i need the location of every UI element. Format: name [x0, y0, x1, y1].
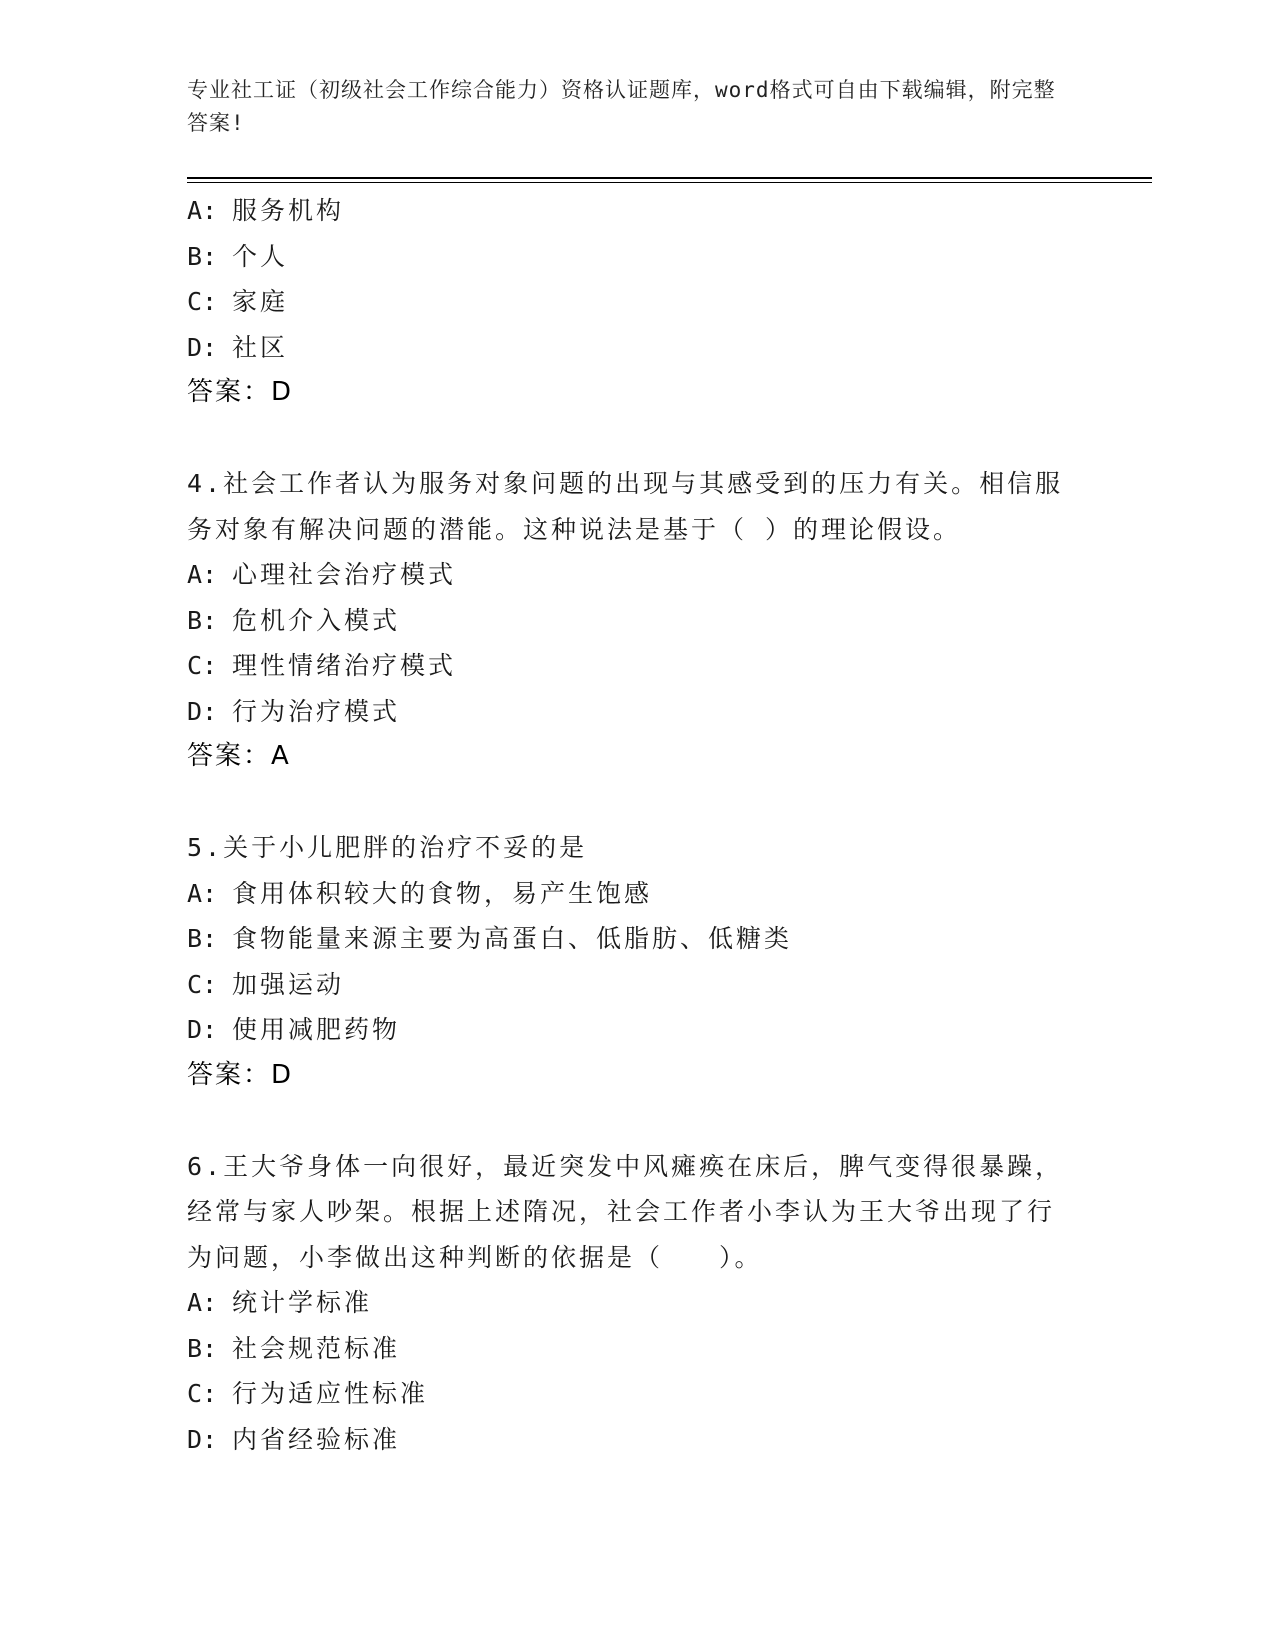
question-stem: 5.关于小儿肥胖的治疗不妥的是 [187, 833, 588, 862]
answer: 答案：D [187, 377, 294, 407]
option-c: C: 加强运动 [187, 969, 345, 999]
question-stem: 6.王大爷身体一向很好，最近突发中风瘫痪在床后，脾气变得很暴躁，经常与家人吵架。根据上述隋况，社会工作者小李认为王大爷出现了行为问题，小李做出这种判断的依据是（ ）。 [187, 1151, 1064, 1272]
option-a: A: 服务机构 [187, 196, 345, 225]
option-b: B: 个人 [187, 241, 289, 271]
header-title: 专业社工证（初级社会工作综合能力）资格认证题库，word格式可自由下载编辑，附完整答案! [187, 78, 1056, 135]
document-header [187, 74, 1067, 140]
option-a: A: 统计学标准 [187, 1288, 373, 1317]
option-d: D: 社区 [187, 332, 289, 362]
question-block [187, 461, 1067, 780]
header-divider-thick [187, 177, 1152, 179]
option-a: A: 食用体积较大的食物，易产生饱感 [187, 878, 653, 908]
option-d: D: 使用减肥药物 [187, 1015, 401, 1044]
option-a: A: 心理社会治疗模式 [187, 560, 457, 589]
question-block [187, 1144, 1067, 1463]
answer: 答案：D [187, 1059, 294, 1090]
question-block [187, 188, 1067, 416]
option-b: B: 食物能量来源主要为高蛋白、低脂肪、低糖类 [187, 924, 793, 953]
question-block [187, 825, 1067, 1098]
option-d: D: 内省经验标准 [187, 1424, 401, 1454]
answer: 答案：A [187, 741, 291, 771]
header-divider-thin [187, 182, 1152, 183]
option-c: C: 理性情绪治疗模式 [187, 651, 457, 680]
option-c: C: 家庭 [187, 287, 289, 316]
option-b: B: 社会规范标准 [187, 1333, 401, 1363]
option-d: D: 行为治疗模式 [187, 696, 401, 726]
question-list [187, 188, 1067, 1462]
question-stem: 4.社会工作者认为服务对象问题的出现与其感受到的压力有关。相信服务对象有解决问题的潜能。这种说法是基于（ ）的理论假设。 [187, 469, 1064, 544]
option-b: B: 危机介入模式 [187, 605, 401, 635]
option-c: C: 行为适应性标准 [187, 1379, 429, 1408]
